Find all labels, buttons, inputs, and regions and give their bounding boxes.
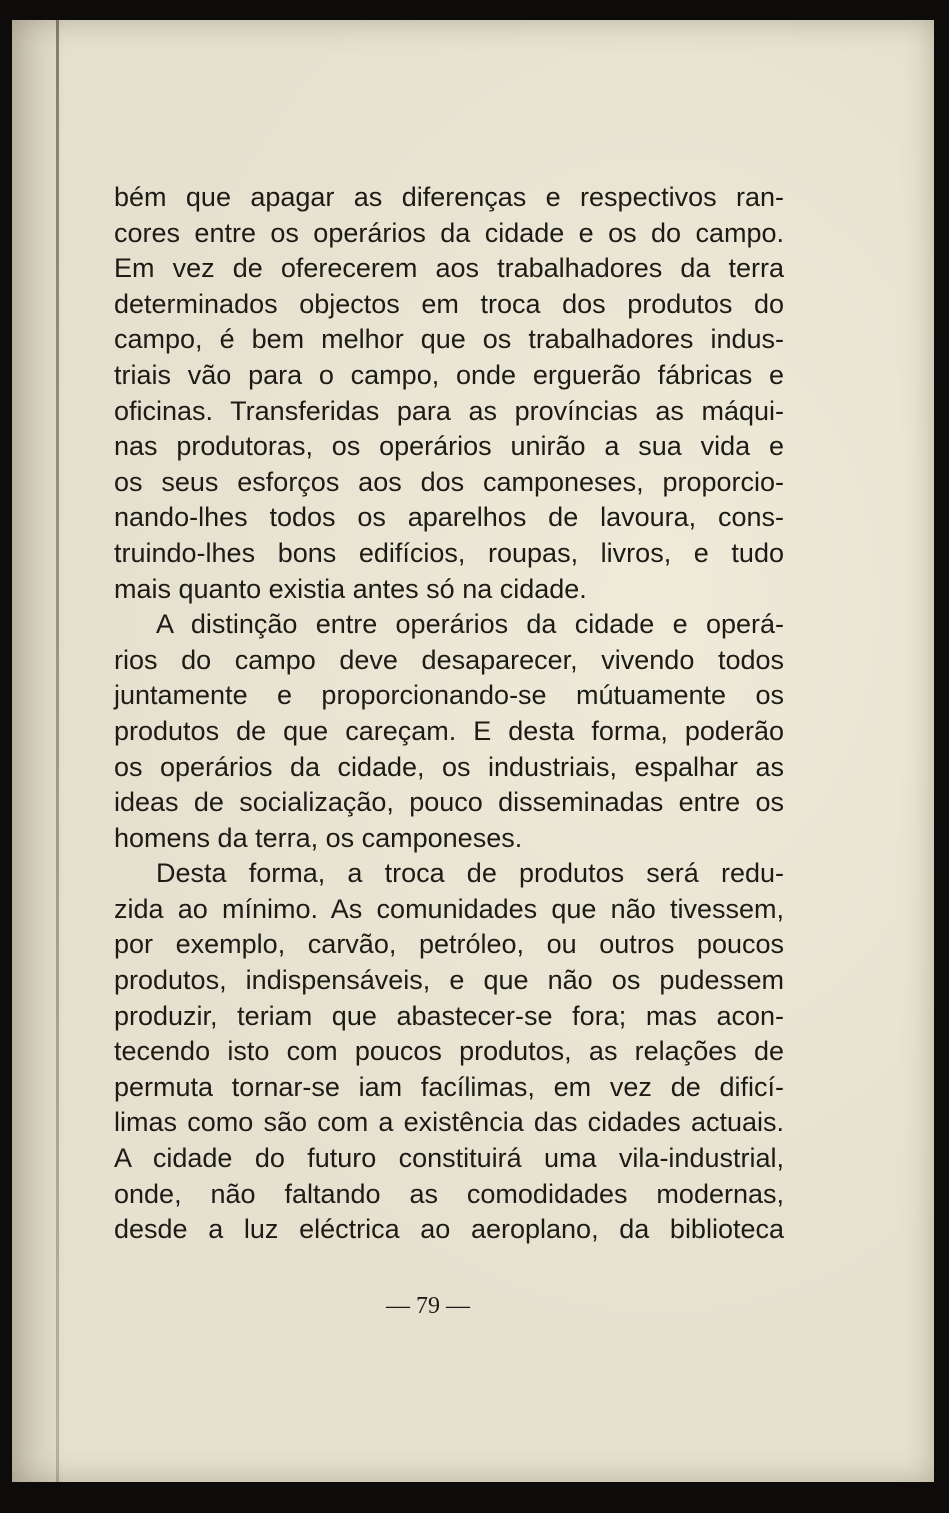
text-line: Desta forma, a troca de produtos será redu- (156, 858, 784, 889)
text-line: por exemplo, carvão, petróleo, ou outros poucos (114, 929, 784, 960)
text-line: bém que apagar as diferenças e respectivos ran- (114, 182, 784, 212)
book-page (12, 20, 934, 1482)
text-line: ideas de socialização, pouco disseminadas entre os (114, 787, 784, 818)
text-line: campo, é bem melhor que os trabalhadores indus- (114, 324, 784, 355)
text-line: determinados objectos em troca dos produtos do (114, 288, 784, 319)
page-number: — 79 — (386, 1293, 470, 1319)
text-line: homens da terra, os camponeses. (114, 822, 523, 853)
text-line: mais quanto existia antes só na cidade. (114, 573, 587, 604)
text-line: A distinção entre operários da cidade e operá- (156, 609, 784, 640)
text-line: cores entre os operários da cidade e os do campo. (114, 217, 784, 248)
text-line: limas como são com a existência das cidades actuais. (114, 1107, 784, 1138)
text-line: tecendo isto com poucos produtos, as relações de (114, 1036, 784, 1067)
text-line: nas produtoras, os operários unirão a sua vida e (114, 431, 784, 462)
text-line: truindo-lhes bons edifícios, roupas, livros, e tudo (114, 537, 784, 568)
text-line: Em vez de oferecerem aos trabalhadores da terra (114, 253, 784, 284)
text-line: juntamente e proporcionando-se mútuamente os (114, 680, 784, 711)
body-text (114, 180, 784, 1248)
text-line: oficinas. Transferidas para as províncias as máqui- (114, 395, 784, 426)
text-line: zida ao mínimo. As comunidades que não tivessem, (114, 893, 784, 924)
text-line: nando-lhes todos os aparelhos de lavoura, cons- (114, 502, 784, 533)
text-line: produzir, teriam que abastecer-se fora; mas acon- (114, 1000, 784, 1031)
text-line: triais vão para o campo, onde erguerão fábricas e (114, 359, 784, 390)
text-line: onde, não faltando as comodidades modernas, (114, 1178, 784, 1209)
text-line: desde a luz eléctrica ao aeroplano, da biblioteca (114, 1214, 784, 1245)
text-line: produtos, indispensáveis, e que não os pudessem (114, 965, 784, 996)
text-line: A cidade do futuro constituirá uma vila-industrial, (114, 1143, 784, 1174)
binding-shadow (56, 20, 59, 1482)
text-line: rios do campo deve desaparecer, vivendo todos (114, 644, 784, 675)
text-line: os seus esforços aos dos camponeses, proporcio- (114, 466, 784, 497)
text-line: produtos de que careçam. E desta forma, poderão (114, 715, 784, 746)
text-line: os operários da cidade, os industriais, espalhar as (114, 751, 784, 782)
text-line: permuta tornar-se iam facílimas, em vez de dificí- (114, 1071, 784, 1102)
